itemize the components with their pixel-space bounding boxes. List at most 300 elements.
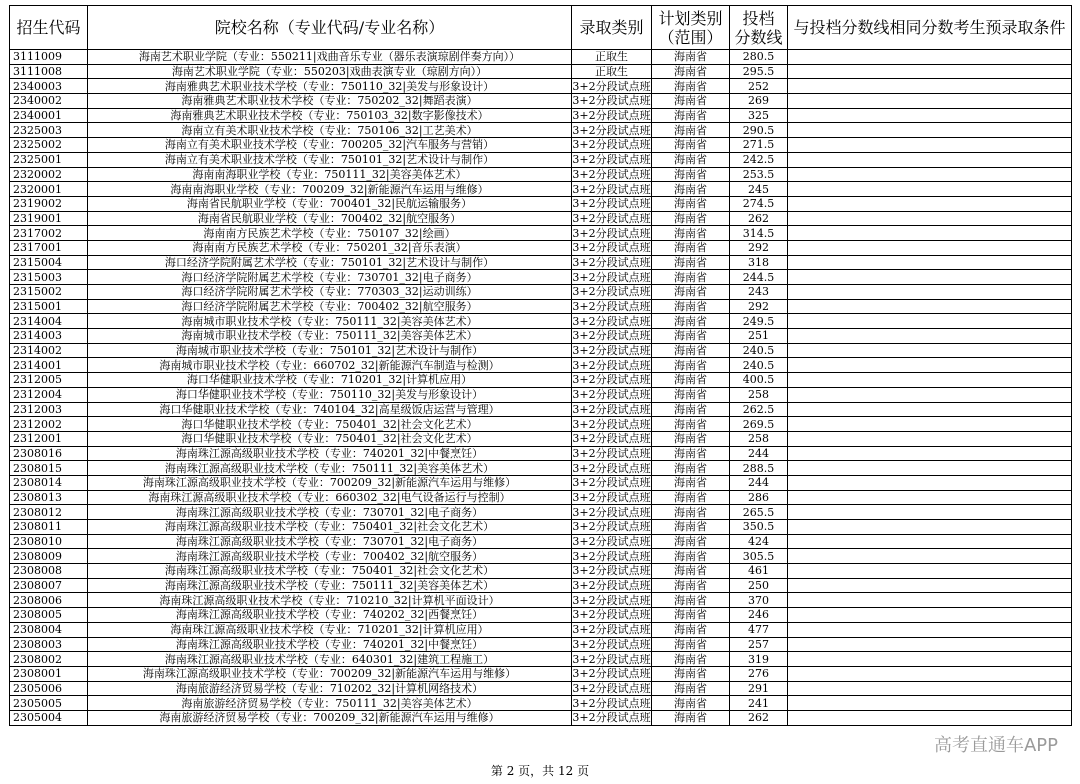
table-row: [10, 637, 1072, 652]
code-cell: 2314003: [10, 329, 88, 344]
score-cell: 262.5: [730, 402, 788, 417]
plan-cell: 海南省: [652, 299, 730, 314]
header-plan-category-line1: 计划类别: [658, 8, 723, 28]
school-name-cell: 海南雅典艺术职业技术学校（专业：750110_32|美发与形象设计）: [88, 79, 572, 94]
category-cell: 3+2分段试点班: [572, 535, 651, 549]
condition-cell: [788, 564, 1072, 579]
plan-cell: 海南省: [652, 402, 730, 417]
code-cell: 2340002: [10, 94, 88, 109]
school-name-cell: 海南珠江源高级职业技术学校（专业：750111_32|美容美体艺术）: [88, 461, 572, 476]
plan-cell: 海南省: [652, 152, 730, 167]
table-row: [10, 696, 1072, 711]
code-cell: 3111009: [10, 50, 88, 65]
category-cell: 3+2分段试点班: [572, 197, 651, 211]
category-cell: 3+2分段试点班: [572, 255, 651, 269]
condition-cell: [788, 549, 1072, 564]
header-admission-category: 录取类别: [572, 6, 652, 50]
plan-cell: 海南省: [652, 710, 730, 725]
code-cell: 2340003: [10, 79, 88, 94]
plan-cell: 海南省: [652, 182, 730, 197]
code-cell: 2315003: [10, 270, 88, 285]
table-row: [10, 108, 1072, 123]
code-cell: 2315002: [10, 285, 88, 300]
table-row: [10, 196, 1072, 211]
school-name-cell: 海南旅游经济贸易学校（专业：710202_32|计算机网络技术）: [88, 681, 572, 696]
school-name-cell: 海南立有美术职业技术学校（专业：750101_32|艺术设计与制作）: [88, 152, 572, 167]
code-cell: 2320001: [10, 182, 88, 197]
table-row: [10, 490, 1072, 505]
category-cell: 3+2分段试点班: [572, 79, 651, 93]
table-row: [10, 461, 1072, 476]
plan-cell: 海南省: [652, 564, 730, 579]
score-cell: 242.5: [730, 152, 788, 167]
school-name-cell: 海南城市职业技术学校（专业：750111_32|美容美体艺术）: [88, 314, 572, 329]
code-cell: 2308003: [10, 637, 88, 652]
school-name-cell: 海南立有美术职业技术学校（专业：700205_32|汽车服务与营销）: [88, 138, 572, 153]
score-cell: 262: [730, 211, 788, 226]
category-cell: 3+2分段试点班: [572, 153, 651, 167]
school-name-cell: 海口华健职业技术学校（专业：740104_32|高星级饭店运营与管理）: [88, 402, 572, 417]
plan-cell: 海南省: [652, 373, 730, 388]
school-name-cell: 海南珠江源高级职业技术学校（专业：730701_32|电子商务）: [88, 534, 572, 549]
plan-cell: 海南省: [652, 329, 730, 344]
score-cell: 249.5: [730, 314, 788, 329]
table-row: [10, 285, 1072, 300]
table-row: [10, 152, 1072, 167]
score-cell: 305.5: [730, 549, 788, 564]
plan-cell: 海南省: [652, 50, 730, 65]
plan-cell: 海南省: [652, 666, 730, 681]
table-row: [10, 94, 1072, 109]
table-row: [10, 520, 1072, 535]
score-cell: 244: [730, 475, 788, 490]
condition-cell: [788, 50, 1072, 65]
condition-cell: [788, 240, 1072, 255]
table-row: [10, 226, 1072, 241]
plan-cell: 海南省: [652, 505, 730, 520]
table-header-row: [10, 6, 1072, 50]
code-cell: 2317001: [10, 240, 88, 255]
condition-cell: [788, 710, 1072, 725]
page-footer: 第 2 页，共 12 页: [490, 764, 590, 778]
admission-table-sheet: [9, 5, 1072, 726]
condition-cell: [788, 196, 1072, 211]
score-cell: 246: [730, 608, 788, 623]
code-cell: 2319001: [10, 211, 88, 226]
header-score-line-line1: 投档: [742, 8, 775, 28]
condition-cell: [788, 299, 1072, 314]
score-cell: 241: [730, 696, 788, 711]
table-row: [10, 373, 1072, 388]
school-name-cell: 海南珠江源高级职业技术学校（专业：740202_32|西餐烹饪）: [88, 608, 572, 623]
code-cell: 2325002: [10, 138, 88, 153]
code-cell: 2308011: [10, 520, 88, 535]
plan-cell: 海南省: [652, 255, 730, 270]
condition-cell: [788, 64, 1072, 79]
table-row: [10, 475, 1072, 490]
plan-cell: 海南省: [652, 652, 730, 667]
category-cell: 3+2分段试点班: [572, 417, 651, 431]
category-cell: 3+2分段试点班: [572, 182, 651, 196]
plan-cell: 海南省: [652, 696, 730, 711]
plan-cell: 海南省: [652, 196, 730, 211]
code-cell: 2308001: [10, 666, 88, 681]
code-cell: 2308005: [10, 608, 88, 623]
plan-cell: 海南省: [652, 461, 730, 476]
table-row: [10, 329, 1072, 344]
condition-cell: [788, 608, 1072, 623]
category-cell: 3+2分段试点班: [572, 490, 651, 504]
score-cell: 319: [730, 652, 788, 667]
score-cell: 370: [730, 593, 788, 608]
condition-cell: [788, 358, 1072, 373]
school-name-cell: 海南省民航职业学校（专业：700402_32|航空服务）: [88, 211, 572, 226]
school-name-cell: 海口华健职业技术学校（专业：750401_32|社会文化艺术）: [88, 431, 572, 446]
school-name-cell: 海南珠江源高级职业技术学校（专业：710210_32|计算机平面设计）: [88, 593, 572, 608]
score-cell: 252: [730, 79, 788, 94]
condition-cell: [788, 578, 1072, 593]
school-name-cell: 海南城市职业技术学校（专业：750111_32|美容美体艺术）: [88, 329, 572, 344]
category-cell: 3+2分段试点班: [572, 211, 651, 225]
school-name-cell: 海南珠江源高级职业技术学校（专业：710201_32|计算机应用）: [88, 622, 572, 637]
condition-cell: [788, 211, 1072, 226]
plan-cell: 海南省: [652, 387, 730, 402]
condition-cell: [788, 593, 1072, 608]
code-cell: 2319002: [10, 196, 88, 211]
code-cell: 2315004: [10, 255, 88, 270]
condition-cell: [788, 373, 1072, 388]
code-cell: 2308015: [10, 461, 88, 476]
condition-cell: [788, 226, 1072, 241]
category-cell: 3+2分段试点班: [572, 652, 651, 666]
score-cell: 276: [730, 666, 788, 681]
category-cell: 3+2分段试点班: [572, 226, 651, 240]
table-row: [10, 270, 1072, 285]
category-cell: 3+2分段试点班: [572, 520, 651, 534]
score-cell: 280.5: [730, 50, 788, 65]
score-cell: 258: [730, 431, 788, 446]
condition-cell: [788, 505, 1072, 520]
table-row: [10, 123, 1072, 138]
school-name-cell: 海口华健职业技术学校（专业：710201_32|计算机应用）: [88, 373, 572, 388]
header-score-line-line2: 分数线: [734, 27, 783, 47]
score-cell: 245: [730, 182, 788, 197]
school-name-cell: 海南艺术职业学院（专业：550203|戏曲表演专业（琼剧方向））: [88, 64, 572, 79]
category-cell: 3+2分段试点班: [572, 549, 651, 563]
code-cell: 2320002: [10, 167, 88, 182]
condition-cell: [788, 152, 1072, 167]
header-plan-category-line2: （范围）: [658, 27, 723, 47]
condition-cell: [788, 314, 1072, 329]
score-cell: 318: [730, 255, 788, 270]
category-cell: 3+2分段试点班: [572, 667, 651, 681]
code-cell: 2305004: [10, 710, 88, 725]
score-cell: 262: [730, 710, 788, 725]
plan-cell: 海南省: [652, 578, 730, 593]
condition-cell: [788, 417, 1072, 432]
school-name-cell: 海南南海职业学校（专业：750111_32|美容美体艺术）: [88, 167, 572, 182]
condition-cell: [788, 167, 1072, 182]
table-row: [10, 564, 1072, 579]
plan-cell: 海南省: [652, 520, 730, 535]
score-cell: 461: [730, 564, 788, 579]
plan-cell: 海南省: [652, 314, 730, 329]
code-cell: 2308007: [10, 578, 88, 593]
code-cell: 2308012: [10, 505, 88, 520]
plan-cell: 海南省: [652, 534, 730, 549]
school-name-cell: 海南珠江源高级职业技术学校（专业：700209_32|新能源汽车运用与维修）: [88, 475, 572, 490]
condition-cell: [788, 534, 1072, 549]
score-cell: 244.5: [730, 270, 788, 285]
school-name-cell: 海南珠江源高级职业技术学校（专业：660302_32|电气设备运行与控制）: [88, 490, 572, 505]
table-row: [10, 652, 1072, 667]
code-cell: 2312005: [10, 373, 88, 388]
code-cell: 2325003: [10, 123, 88, 138]
plan-cell: 海南省: [652, 593, 730, 608]
category-cell: 3+2分段试点班: [572, 623, 651, 637]
score-cell: 314.5: [730, 226, 788, 241]
header-code: 招生代码: [10, 6, 88, 50]
score-cell: 251: [730, 329, 788, 344]
score-cell: 240.5: [730, 343, 788, 358]
code-cell: 2305005: [10, 696, 88, 711]
code-cell: 2317002: [10, 226, 88, 241]
condition-cell: [788, 329, 1072, 344]
table-row: [10, 431, 1072, 446]
school-name-cell: 海南旅游经济贸易学校（专业：750111_32|美容美体艺术）: [88, 696, 572, 711]
plan-cell: 海南省: [652, 446, 730, 461]
score-cell: 286: [730, 490, 788, 505]
score-cell: 253.5: [730, 167, 788, 182]
condition-cell: [788, 387, 1072, 402]
code-cell: 3111008: [10, 64, 88, 79]
code-cell: 2325001: [10, 152, 88, 167]
category-cell: 3+2分段试点班: [572, 637, 651, 651]
score-cell: 288.5: [730, 461, 788, 476]
score-cell: 424: [730, 534, 788, 549]
category-cell: 3+2分段试点班: [572, 681, 651, 695]
category-cell: 3+2分段试点班: [572, 579, 651, 593]
category-cell: 3+2分段试点班: [572, 138, 651, 152]
table-row: [10, 79, 1072, 94]
table-row: [10, 622, 1072, 637]
table-row: [10, 343, 1072, 358]
score-cell: 269: [730, 94, 788, 109]
school-name-cell: 海南南方民族艺术学校（专业：750107_32|绘画）: [88, 226, 572, 241]
code-cell: 2312003: [10, 402, 88, 417]
condition-cell: [788, 681, 1072, 696]
plan-cell: 海南省: [652, 608, 730, 623]
category-cell: 3+2分段试点班: [572, 446, 651, 460]
school-name-cell: 海南雅典艺术职业技术学校（专业：750103_32|数字影像技术）: [88, 108, 572, 123]
score-cell: 325: [730, 108, 788, 123]
school-name-cell: 海南珠江源高级职业技术学校（专业：750401_32|社会文化艺术）: [88, 564, 572, 579]
condition-cell: [788, 79, 1072, 94]
table-row: [10, 299, 1072, 314]
category-cell: 3+2分段试点班: [572, 432, 651, 446]
plan-cell: 海南省: [652, 211, 730, 226]
table-row: [10, 182, 1072, 197]
table-row: [10, 50, 1072, 65]
score-cell: 350.5: [730, 520, 788, 535]
header-plan-category: [652, 6, 730, 50]
category-cell: 正取生: [572, 50, 652, 65]
code-cell: 2308006: [10, 593, 88, 608]
school-name-cell: 海南立有美术职业技术学校（专业：750106_32|工艺美术）: [88, 123, 572, 138]
header-score-line: [730, 6, 788, 50]
category-cell: 3+2分段试点班: [572, 300, 651, 314]
plan-cell: 海南省: [652, 431, 730, 446]
admission-table: [9, 5, 1072, 726]
school-name-cell: 海南珠江源高级职业技术学校（专业：750401_32|社会文化艺术）: [88, 520, 572, 535]
code-cell: 2308008: [10, 564, 88, 579]
table-row: [10, 710, 1072, 725]
header-tie-condition: 与投档分数线相同分数考生预录取条件: [788, 6, 1072, 50]
code-cell: 2308010: [10, 534, 88, 549]
plan-cell: 海南省: [652, 358, 730, 373]
plan-cell: 海南省: [652, 123, 730, 138]
school-name-cell: 海口经济学院附属艺术学校（专业：750101_32|艺术设计与制作）: [88, 255, 572, 270]
header-school-name: 院校名称（专业代码/专业名称）: [88, 6, 572, 50]
category-cell: 3+2分段试点班: [572, 109, 651, 123]
table-row: [10, 666, 1072, 681]
school-name-cell: 海南珠江源高级职业技术学校（专业：730701_32|电子商务）: [88, 505, 572, 520]
code-cell: 2308004: [10, 622, 88, 637]
category-cell: 3+2分段试点班: [572, 329, 651, 343]
code-cell: 2308009: [10, 549, 88, 564]
score-cell: 240.5: [730, 358, 788, 373]
condition-cell: [788, 182, 1072, 197]
code-cell: 2340001: [10, 108, 88, 123]
table-row: [10, 534, 1072, 549]
school-name-cell: 海南珠江源高级职业技术学校（专业：700209_32|新能源汽车运用与维修）: [88, 666, 572, 681]
plan-cell: 海南省: [652, 475, 730, 490]
plan-cell: 海南省: [652, 285, 730, 300]
plan-cell: 海南省: [652, 64, 730, 79]
condition-cell: [788, 402, 1072, 417]
plan-cell: 海南省: [652, 549, 730, 564]
table-row: [10, 387, 1072, 402]
condition-cell: [788, 343, 1072, 358]
category-cell: 3+2分段试点班: [572, 344, 651, 358]
category-cell: 3+2分段试点班: [572, 402, 651, 416]
code-cell: 2312001: [10, 431, 88, 446]
code-cell: 2314001: [10, 358, 88, 373]
plan-cell: 海南省: [652, 622, 730, 637]
condition-cell: [788, 123, 1072, 138]
table-row: [10, 358, 1072, 373]
condition-cell: [788, 637, 1072, 652]
table-row: [10, 608, 1072, 623]
condition-cell: [788, 285, 1072, 300]
table-row: [10, 167, 1072, 182]
score-cell: 292: [730, 240, 788, 255]
table-row: [10, 402, 1072, 417]
plan-cell: 海南省: [652, 108, 730, 123]
score-cell: 244: [730, 446, 788, 461]
school-name-cell: 海南南海职业学校（专业：700209_32|新能源汽车运用与维修）: [88, 182, 572, 197]
code-cell: 2314004: [10, 314, 88, 329]
code-cell: 2314002: [10, 343, 88, 358]
score-cell: 271.5: [730, 138, 788, 153]
score-cell: 250: [730, 578, 788, 593]
condition-cell: [788, 475, 1072, 490]
plan-cell: 海南省: [652, 79, 730, 94]
plan-cell: 海南省: [652, 226, 730, 241]
table-row: [10, 314, 1072, 329]
code-cell: 2308002: [10, 652, 88, 667]
table-row: [10, 240, 1072, 255]
school-name-cell: 海南南方民族艺术学校（专业：750201_32|音乐表演）: [88, 240, 572, 255]
table-row: [10, 446, 1072, 461]
school-name-cell: 海口华健职业技术学校（专业：750401_32|社会文化艺术）: [88, 417, 572, 432]
school-name-cell: 海南珠江源高级职业技术学校（专业：740201_32|中餐烹饪）: [88, 446, 572, 461]
school-name-cell: 海南珠江源高级职业技术学校（专业：740201_32|中餐烹饪）: [88, 637, 572, 652]
category-cell: 3+2分段试点班: [572, 696, 651, 710]
school-name-cell: 海南珠江源高级职业技术学校（专业：640301_32|建筑工程施工）: [88, 652, 572, 667]
category-cell: 3+2分段试点班: [572, 593, 651, 607]
plan-cell: 海南省: [652, 138, 730, 153]
condition-cell: [788, 696, 1072, 711]
table-row: [10, 255, 1072, 270]
table-row: [10, 505, 1072, 520]
plan-cell: 海南省: [652, 681, 730, 696]
school-name-cell: 海南省民航职业学校（专业：700401_32|民航运输服务）: [88, 196, 572, 211]
school-name-cell: 海南旅游经济贸易学校（专业：700209_32|新能源汽车运用与维修）: [88, 710, 572, 725]
school-name-cell: 海口经济学院附属艺术学校（专业：770303_32|运动训练）: [88, 285, 572, 300]
condition-cell: [788, 431, 1072, 446]
score-cell: 477: [730, 622, 788, 637]
table-row: [10, 549, 1072, 564]
condition-cell: [788, 490, 1072, 505]
category-cell: 3+2分段试点班: [572, 476, 651, 490]
condition-cell: [788, 108, 1072, 123]
score-cell: 265.5: [730, 505, 788, 520]
condition-cell: [788, 520, 1072, 535]
score-cell: 257: [730, 637, 788, 652]
score-cell: 243: [730, 285, 788, 300]
condition-cell: [788, 255, 1072, 270]
condition-cell: [788, 652, 1072, 667]
table-row: [10, 417, 1072, 432]
school-name-cell: 海口经济学院附属艺术学校（专业：700402_32|航空服务）: [88, 299, 572, 314]
school-name-cell: 海南城市职业技术学校（专业：660702_32|新能源汽车制造与检测）: [88, 358, 572, 373]
score-cell: 258: [730, 387, 788, 402]
plan-cell: 海南省: [652, 240, 730, 255]
score-cell: 292: [730, 299, 788, 314]
category-cell: 3+2分段试点班: [572, 564, 651, 578]
category-cell: 3+2分段试点班: [572, 608, 651, 622]
school-name-cell: 海南珠江源高级职业技术学校（专业：700402_32|航空服务）: [88, 549, 572, 564]
school-name-cell: 海口经济学院附属艺术学校（专业：730701_32|电子商务）: [88, 270, 572, 285]
table-row: [10, 211, 1072, 226]
table-row: [10, 138, 1072, 153]
category-cell: 3+2分段试点班: [572, 241, 651, 255]
score-cell: 295.5: [730, 64, 788, 79]
plan-cell: 海南省: [652, 637, 730, 652]
score-cell: 400.5: [730, 373, 788, 388]
school-name-cell: 海口华健职业技术学校（专业：750110_32|美发与形象设计）: [88, 387, 572, 402]
table-row: [10, 681, 1072, 696]
condition-cell: [788, 138, 1072, 153]
school-name-cell: 海南城市职业技术学校（专业：750101_32|艺术设计与制作）: [88, 343, 572, 358]
category-cell: 3+2分段试点班: [572, 123, 651, 137]
school-name-cell: 海南艺术职业学院（专业：550211|戏曲音乐专业（器乐表演琼剧伴奏方向））: [88, 50, 572, 65]
category-cell: 3+2分段试点班: [572, 358, 651, 372]
code-cell: 2315001: [10, 299, 88, 314]
category-cell: 3+2分段试点班: [572, 285, 651, 299]
table-row: [10, 593, 1072, 608]
